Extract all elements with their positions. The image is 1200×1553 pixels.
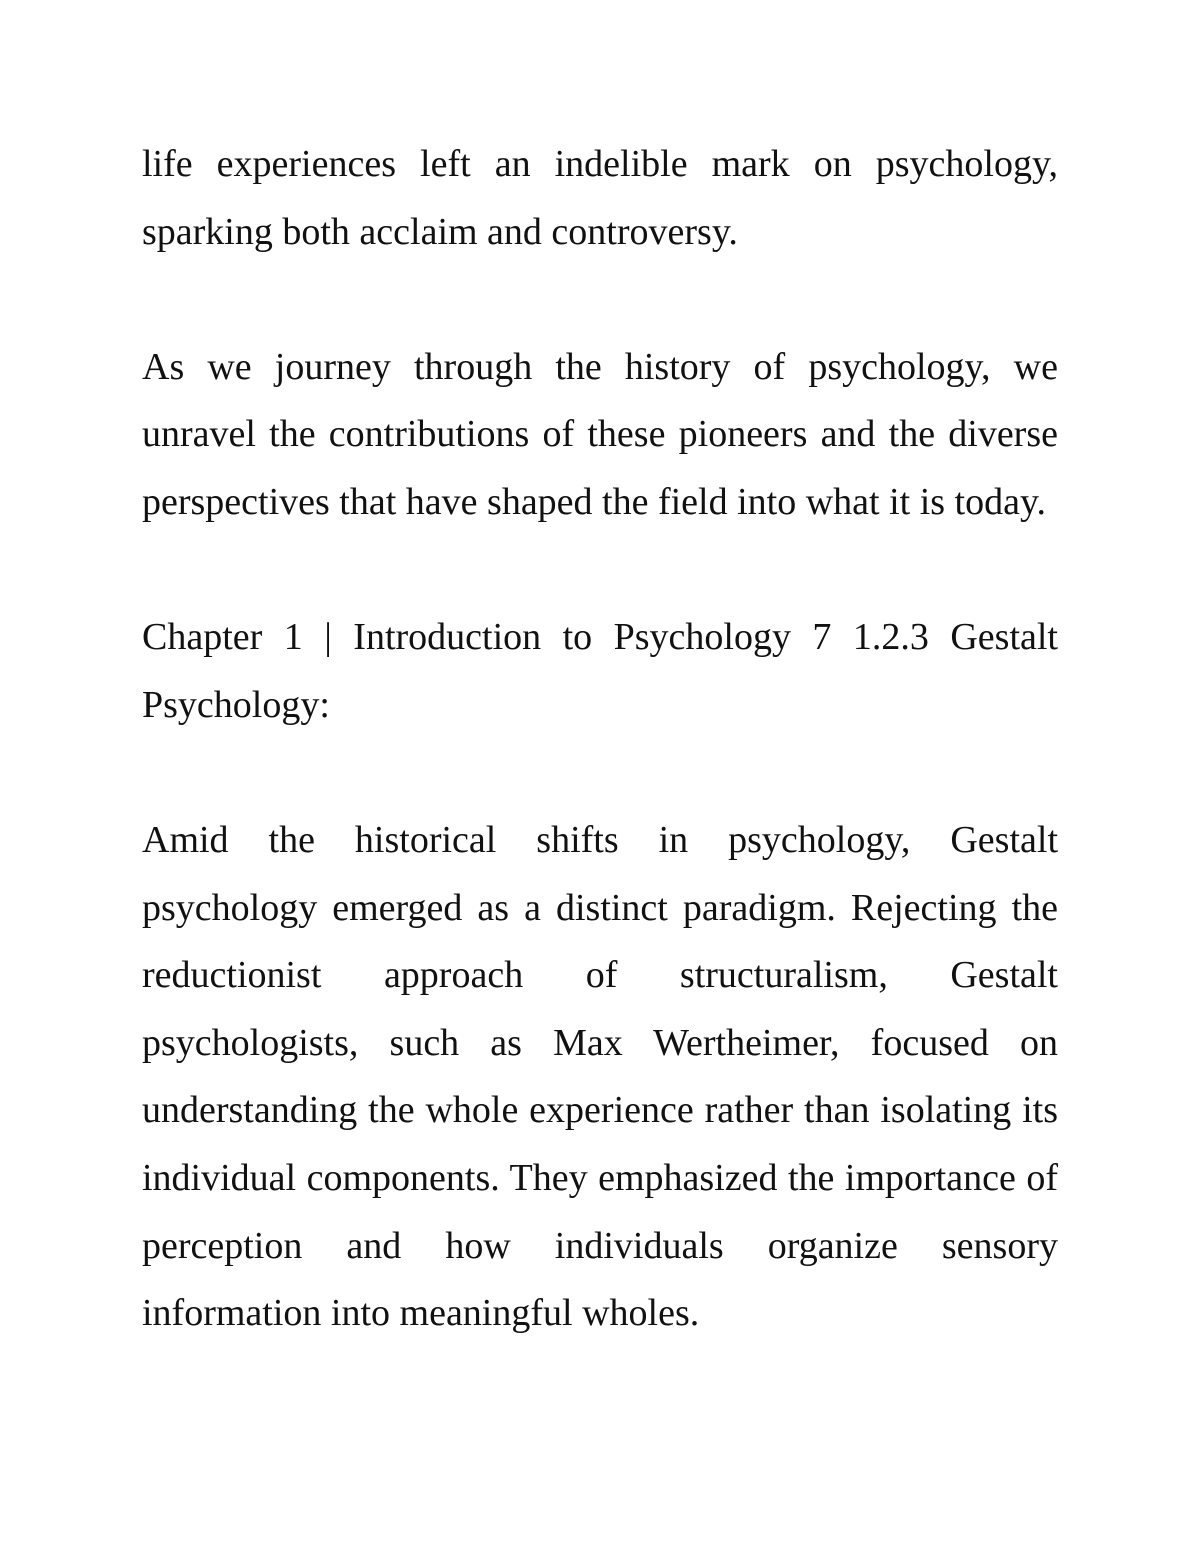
paragraph-closing-intro: life experiences left an indelible mark on psychology, sparking both acclaim and controversy. bbox=[142, 143, 1058, 253]
document-body bbox=[142, 131, 1058, 1348]
section-heading-gestalt: Chapter 1 | Introduction to Psychology 7 1.2.3 Gestalt Psychology: bbox=[142, 616, 1058, 726]
paragraph-journey: As we journey through the history of psychology, we unravel the contributions of these pioneers and the diverse perspectives that have shaped the field into what it is today. bbox=[142, 345, 1058, 523]
paragraph-gestalt: Amid the historical shifts in psychology, Gestalt psychology emerged as a distinct paradigm. Rejecting the reductionist approach of structuralism, Gestalt psychologists, such as Max Wertheimer, focused on understanding the whole experience rather than isolating its individual components. They emphasized the importance of perception and how individuals organize sensory information into meaningful wholes. bbox=[142, 818, 1058, 1335]
